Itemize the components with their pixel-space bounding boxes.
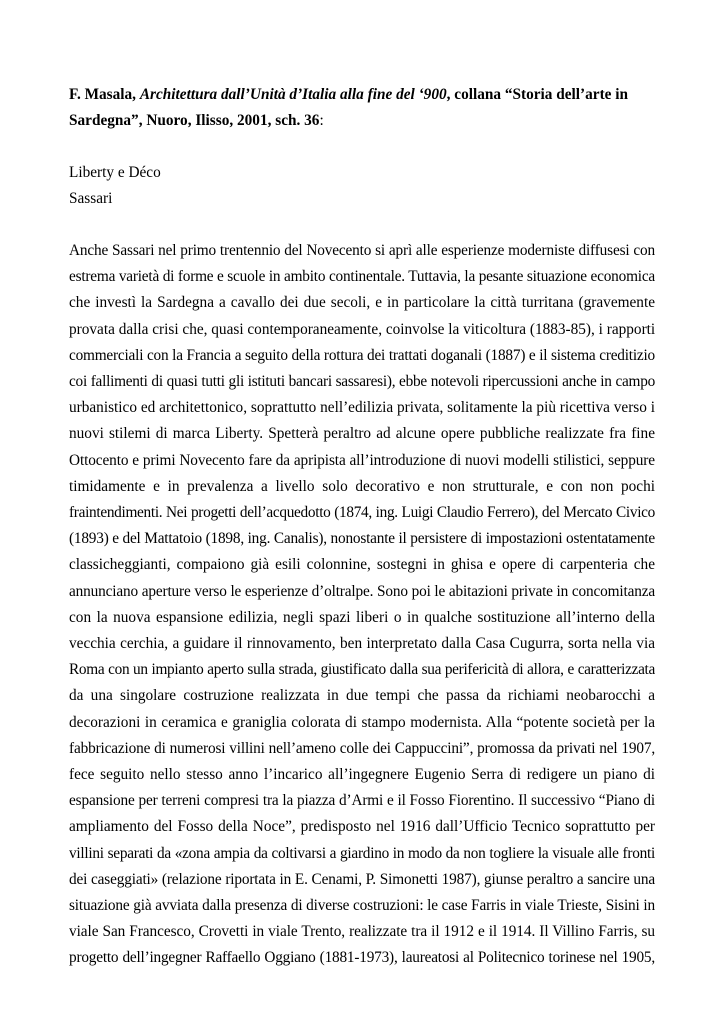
paragraph-line: timidamente e in prevalenza a livello solo decorativo e non strutturale, e con non pochi <box>69 477 655 495</box>
citation-title: Architettura dall’Unità d’Italia alla fine del ‘900 <box>139 86 447 103</box>
citation-colon: : <box>319 112 324 129</box>
citation-series: , collana “Storia dell’arte in Sardegna”, Nuoro, Ilisso, 2001, sch. 36 <box>69 86 629 129</box>
paragraph-line: provata dalla crisi che, quasi contemporaneamente, coinvolse la viticoltura (1883-85), i rapporti <box>69 320 655 338</box>
paragraph-line: dei caseggiati» (relazione riportata in E. Cenami, P. Simonetti 1987), giunse peraltro a sancire una <box>69 870 655 888</box>
paragraph-line: urbanistico ed architettonico, soprattutto nell’edilizia privata, solitamente la più ricettiva verso i <box>69 399 655 417</box>
document-page <box>69 82 655 972</box>
section-headings <box>69 160 655 212</box>
paragraph-line: Roma con un impianto aperto sulla strada, giustificato dalla sua perifericità di allora, e caratterizzata <box>69 661 655 679</box>
paragraph-line: estrema varietà di forme e scuole in ambito continentale. Tuttavia, la pesante situazione economica <box>69 268 655 286</box>
paragraph-line: che investì la Sardegna a cavallo dei due secoli, e in particolare la città turritana (gravemente <box>69 294 655 312</box>
paragraph-line: Ottocento e primi Novecento fare da apripista all’introduzione di nuovi modelli stilistici, seppure <box>69 451 655 469</box>
paragraph-line: fece seguito nello stesso anno l’incarico all’ingegnere Eugenio Serra di redigere un piano di <box>69 766 655 784</box>
paragraph-line: con la nuova espansione edilizia, negli spazi liberi o in qualche sostituzione all’interno della <box>69 608 655 626</box>
paragraph-line: viale San Francesco, Crovetti in viale Trento, realizzate tra il 1912 e il 1914. Il Villino Farris, su <box>69 923 655 941</box>
paragraph-line: (1893) e del Mattatoio (1898, ing. Canalis), nonostante il persistere di impostazioni ostentatamente <box>69 530 655 548</box>
paragraph-line: coi fallimenti di quasi tutti gli istituti bancari sassaresi), ebbe notevoli ripercussioni anche in campo <box>69 373 655 391</box>
paragraph-line: da una singolare costruzione realizzata in due tempi che passa da richiami neobarocchi a <box>69 687 655 705</box>
city-subtitle: Sassari <box>69 190 113 207</box>
paragraph-line: Anche Sassari nel primo trentennio del Novecento si aprì alle esperienze moderniste diffusesi con <box>69 242 655 259</box>
citation-author: F. Masala, <box>69 86 140 103</box>
paragraph-line: vecchia cerchia, a guidare il rinnovamento, ben interpretato dalla Casa Cugurra, sorta nella via <box>69 635 655 653</box>
paragraph-line: classicheggianti, compaiono già esili colonnine, sostegni in ghisa e opere di carpenteria che <box>69 556 655 574</box>
paragraph-line: fraintendimenti. Nei progetti dell’acquedotto (1874, ing. Luigi Claudio Ferrero), del Mercato Civico <box>69 504 655 522</box>
paragraph-line: decorazioni in ceramica e graniglia colorata di stampo modernista. Alla “potente società per la <box>69 713 655 731</box>
paragraph-line: ampliamento del Fosso della Noce”, predisposto nel 1916 dall’Ufficio Tecnico soprattutto per <box>69 818 655 836</box>
paragraph-line: commerciali con la Francia a seguito della rottura dei trattati doganali (1887) e il sistema creditizio <box>69 346 655 364</box>
body-paragraph <box>69 238 655 972</box>
section-title: Liberty e Déco <box>69 164 161 181</box>
paragraph-line: progetto dell’ingegner Raffaello Oggiano (1881-1973), laureatosi al Politecnico torinese nel 1905, <box>69 949 655 967</box>
paragraph-line: fabbricazione di numerosi villini nell’ameno colle dei Cappuccini”, promossa da privati nel 1907, <box>69 739 655 757</box>
paragraph-line: annunciano aperture verso le esperienze d’oltralpe. Sono poi le abitazioni private in concomitanza <box>69 582 655 600</box>
paragraph-line: nuovi stilemi di marca Liberty. Spetterà peraltro ad alcune opere pubbliche realizzate fra fine <box>69 425 655 443</box>
paragraph-line: situazione già avviata dalla presenza di diverse costruzioni: le case Farris in viale Trieste, Sisini in <box>69 897 655 915</box>
bibliographic-citation <box>69 82 655 134</box>
paragraph-line: villini separati da «zona ampia da coltivarsi a giardino in modo da non togliere la visuale alle fronti <box>69 844 655 862</box>
paragraph-line: espansione per terreni compresi tra la piazza d’Armi e il Fosso Fiorentino. Il successivo “Piano di <box>69 792 655 810</box>
